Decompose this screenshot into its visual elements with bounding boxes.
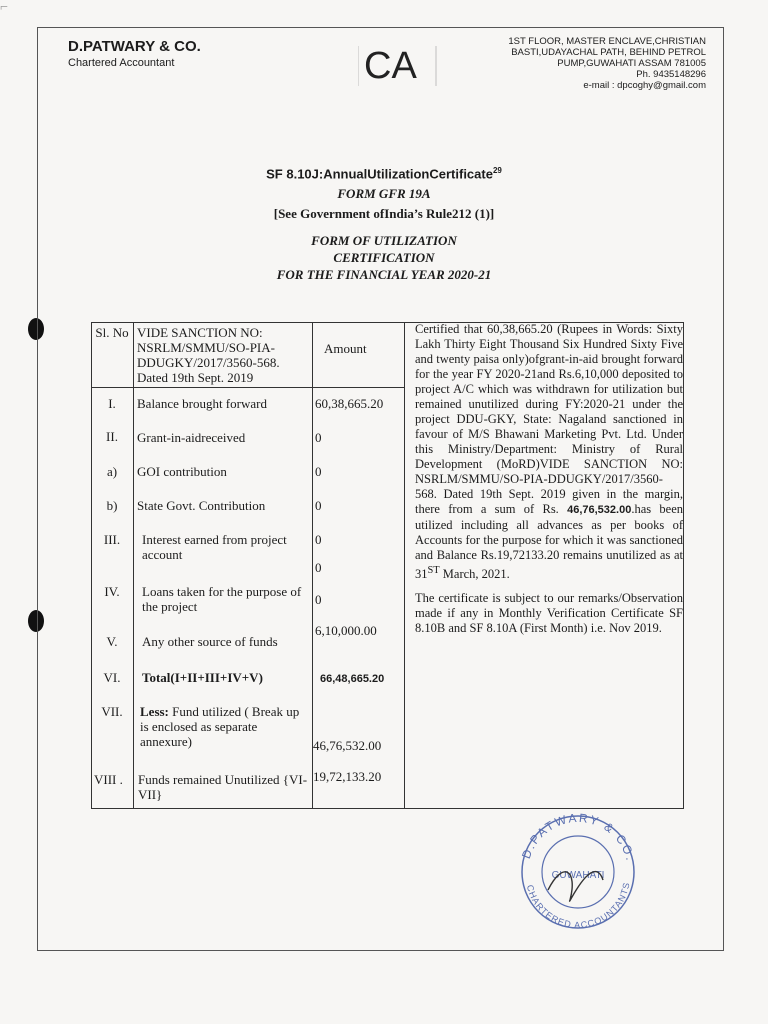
row-amount: 19,72,133.20: [313, 769, 382, 784]
form-heading: [0, 232, 768, 283]
utilized-amount: 46,76,532.00: [567, 504, 632, 516]
address-line: PUMP,GUWAHATI ASSAM 781005: [557, 58, 706, 69]
row-label: Any other source of funds: [142, 634, 278, 649]
svg-text:D.PATWARY & CO.: [519, 811, 638, 864]
row-sl: a): [106, 464, 118, 479]
row-label: [140, 704, 310, 749]
firm-address: [508, 36, 706, 91]
address-line: 1ST FLOOR, MASTER ENCLAVE,CHRISTIAN: [508, 36, 706, 47]
row-label: Loans taken for the purpose of the project: [142, 584, 302, 614]
ca-logo-text: CA: [364, 45, 417, 87]
row-amount: 60,38,665.20: [315, 396, 384, 411]
title-footnote: 29: [492, 166, 502, 175]
row-label: Grant-in-aidreceived: [137, 430, 246, 445]
document-title: [0, 166, 768, 181]
heading-line: FORM OF UTILIZATION: [311, 233, 457, 248]
firm-name: D.PATWARY & CO.: [68, 38, 201, 55]
row-amount: 0: [315, 532, 322, 547]
svg-text:CHARTERED ACCOUNTANTS: [525, 881, 632, 930]
row-amount: 66,48,665.20: [320, 673, 385, 685]
firm-subtitle: Chartered Accountant: [68, 57, 175, 69]
row-amount: 0: [315, 430, 322, 445]
row-sl: b): [106, 498, 118, 513]
row-amount: 0: [315, 498, 322, 513]
row-label: Funds remained Unutilized {VI-VII}: [138, 772, 308, 802]
heading-line: CERTIFICATION: [333, 250, 435, 265]
row-sl: V.: [106, 634, 118, 649]
form-name: FORM GFR 19A: [337, 186, 431, 201]
firm-seal-stamp: [508, 810, 648, 930]
stamp-bottom-text: CHARTERED ACCOUNTANTS: [524, 880, 632, 930]
row-label: Balance brought forward: [137, 396, 267, 411]
address-line: BASTI,UDAYACHAL PATH, BEHIND PETROL: [511, 47, 706, 58]
rule-reference: [See Government ofIndia’s Rule212 (1)]: [273, 206, 495, 221]
heading-line: FOR THE FINANCIAL YEAR 2020-21: [276, 267, 492, 282]
row-label: State Govt. Contribution: [137, 498, 266, 513]
row-sl: III.: [103, 532, 121, 547]
row-label: Total(I+II+III+IV+V): [142, 670, 263, 685]
email: e-mail : dpcoghy@gmail.com: [583, 80, 706, 91]
row-amount: 0: [315, 592, 322, 607]
ca-logo-icon: [358, 40, 438, 90]
row-amount: 6,10,000.00: [315, 623, 377, 638]
row-label-text: Fund utilized ( Break up is enclosed as separate annexure): [140, 704, 300, 749]
row-sl: VI.: [103, 670, 121, 685]
row-label: GOI contribution: [137, 464, 227, 479]
amount-header: Amount: [324, 341, 367, 356]
certificate-text: [415, 322, 683, 645]
row-sl: I.: [108, 396, 116, 411]
sl-header: Sl. No: [95, 325, 129, 340]
certificate-para-1: Certified that 60,38,665.20 (Rupees in Words: Sixty Lakh Thirty Eight Thousand Six Hundred Sixty Five and twenty paisa only)ofgrant-in-aid brought forward for the year FY 2020-21and Rs.6,10,000 deposited to project A/C which was withdrawn for utilization but remained unutilized during FY:2020-21 under the project DDU-GKY, State: Nagaland sanctioned in favour of M/S Bhawani Marketing Pvt. Ltd. Under this Ministry/Department: Ministry of Rural Development (MoRD)VIDE SANCTION NO: NSRLM/SMMU/SO-PIA-DDUGKY/2017/3560-568. Dated 19th Sept. 2019 given in the margin, there from a sum of Rs. 46,76,532.00.has been utilized including all advances as per books of Accounts for the purpose for which it was sanctioned and Balance Rs.19,72133.20 remains unutilized as at 31ST March, 2021.: [415, 322, 683, 582]
stamp-city: GUWAHATI: [551, 870, 605, 881]
row-sl: II.: [106, 429, 118, 444]
stamp-outer-text: D.PATWARY & CO.: [518, 810, 638, 864]
row-sl: IV.: [104, 584, 120, 599]
corner-mark: ⌐: [0, 0, 8, 15]
less-label: Less:: [140, 704, 169, 719]
row-sl: VIII .: [94, 772, 123, 787]
title-text: SF 8.10J:AnnualUtilizationCertificate: [266, 166, 493, 182]
row-amount: 46,76,532.00: [313, 738, 382, 753]
row-label: Interest earned from project account: [142, 532, 287, 562]
row-amount: 0: [315, 560, 322, 575]
row-sl: VII.: [101, 704, 123, 719]
sanction-header: VIDE SANCTION NO: NSRLM/SMMU/SO-PIA-DDUGKY/2017/3560-568. Dated 19th Sept. 2019: [137, 325, 280, 385]
row-amount: 0: [315, 464, 322, 479]
phone: Ph. 9435148296: [636, 69, 706, 80]
certificate-para-2: The certificate is subject to our remarks/Observation made if any in Monthly Verification Certificate SF 8.10B and SF 8.10A (First Month) i.e. Nov 2019.: [415, 591, 683, 636]
